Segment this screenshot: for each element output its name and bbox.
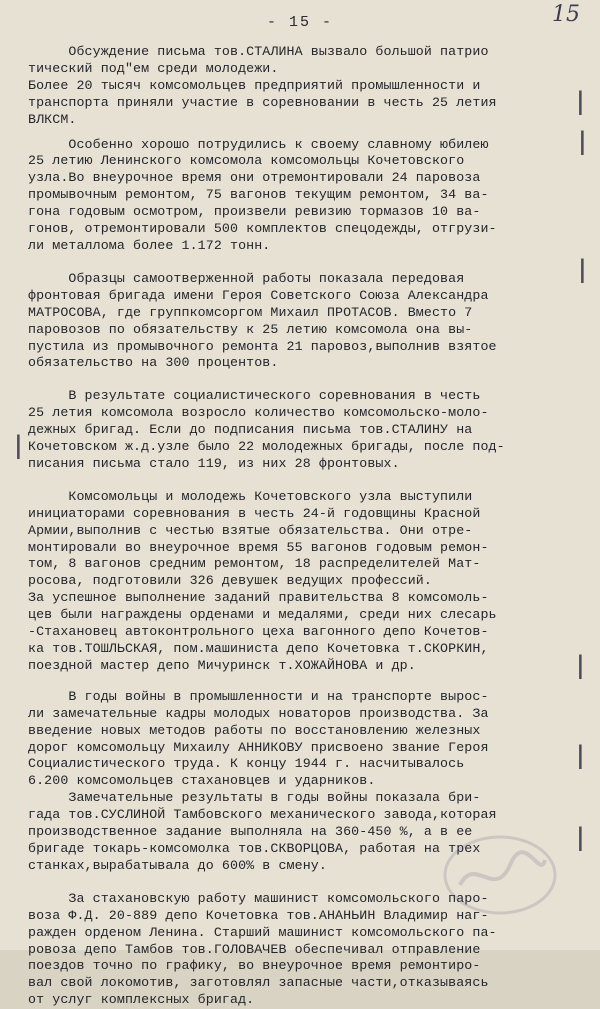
text-line: За стахановскую работу машинист комсомольского паро- xyxy=(28,890,489,906)
text-line: 6.200 комсомольцев стахановцев и ударников. xyxy=(28,773,376,789)
text-line: от услуг комплексных бригад. xyxy=(28,992,255,1008)
text-line: паровозов по обязательству к 25 летию комсомола она вы- xyxy=(28,321,473,337)
text-line: введение новых методов работы по восстановлению железных xyxy=(28,722,481,738)
text-line: Обсуждение письма тов.СТАЛИНА вызвало большой патрио xyxy=(28,44,489,59)
text-line: Комсомольцы и молодежь Кочетовского узла выступили xyxy=(28,488,473,504)
margin-mark: | xyxy=(576,740,585,769)
text-line: производственное задание выполняла на 360-450 %, а в ее xyxy=(28,824,473,840)
text-line: промывочным ремонтом, 75 вагонов текущим ремонтом, 34 ва- xyxy=(28,187,489,203)
text-line: Армии,выполнив с честью взятые обязательства. Они отре- xyxy=(28,522,473,538)
text-line: -Стахановец автоконтрольного цеха вагонного депо Кочетов- xyxy=(28,624,489,640)
text-line: дежных бригад. Если до подписания письма тов.СТАЛИНУ на xyxy=(28,422,473,438)
text-line: пустила из промывочного ремонта 21 паровоз,выполнив взятое xyxy=(28,338,497,354)
margin-mark: | xyxy=(578,254,587,283)
text-line: Замечательные результаты в годы войны показала бри- xyxy=(28,790,481,806)
text-line: За успешное выполнение заданий правительства 8 комсомоль- xyxy=(28,590,489,606)
handwritten-page-number: 15 xyxy=(552,2,580,27)
text-line: ражден орденом Ленина. Старший машинист комсомольского па- xyxy=(28,924,497,940)
text-line: вал свой локомотив, заготовлял запасные части,отказываясь xyxy=(28,975,489,991)
text-line: инициаторами соревнования в честь 24-й годовщины Красной xyxy=(28,505,481,521)
text-line: ВЛКСМ. xyxy=(28,111,77,127)
paragraph-4 xyxy=(28,388,588,473)
text-line: обязательство на 300 процентов. xyxy=(28,355,279,371)
text-line: ли металлома более 1.172 тонн. xyxy=(28,237,271,253)
text-line: Социалистического труда. К концу 1944 г. насчитывалось xyxy=(28,756,465,772)
text-line: ка тов.ТОШЛЬСКАЯ, пом.машиниста депо Кочетовка т.СКОРКИН, xyxy=(28,641,489,656)
text-line: гонов, отремонтировали 500 комплектов спецодежды, отгрузи- xyxy=(28,221,497,237)
text-line: транспорта приняли участие в соревновании в честь 25 летия xyxy=(28,94,497,110)
text-line: поездов точно по графику, во внеурочное время ремонтиро- xyxy=(28,958,481,974)
text-line: тический под"ем среди молодежи. xyxy=(28,60,279,76)
text-line: Кочетовском ж.д.узле было 22 молодежных бригады, после под- xyxy=(28,439,505,455)
paragraph-1 xyxy=(28,44,588,129)
text-line: ровоза депо Тамбов тов.ГОЛОВАЧЕВ обеспечивал отправление xyxy=(28,941,481,957)
text-line: Более 20 тысяч комсомольцев предприятий промышленности и xyxy=(28,77,481,93)
margin-mark: | xyxy=(576,822,585,851)
text-line: МАТРОСОВА, где группкомсоргом Михаил ПРОТАСОВ. Вместо 7 xyxy=(28,304,473,320)
paragraph-5 xyxy=(28,489,588,675)
text-line: воза Ф.Д. 20-889 депо Кочетовка тов.АНАНЬИН Владимир наг- xyxy=(28,907,489,923)
text-line: 25 летию Ленинского комсомола комсомольцы Кочетовского xyxy=(28,153,465,169)
margin-mark: | xyxy=(14,430,23,459)
paragraph-2 xyxy=(28,137,588,255)
text-line: гада тов.СУСЛИНОЙ Тамбовского механического завода,которая xyxy=(28,807,497,823)
margin-mark: | xyxy=(576,650,585,679)
text-line: Особенно хорошо потрудились к своему славному юбилею xyxy=(28,136,489,152)
text-line: писания письма стало 119, из них 28 фронтовых. xyxy=(28,455,400,471)
text-line: росова, подготовили 326 девушек ведущих профессий. xyxy=(28,573,432,589)
text-line: фронтовая бригада имени Героя Советского Союза Александра xyxy=(28,287,489,303)
text-line: том, 8 вагонов средним ремонтом, 18 распределителей Мат- xyxy=(28,556,481,572)
text-line: станках,вырабатывала до 600% в смену. xyxy=(28,857,327,873)
text-line: дорог комсомольцу Михаилу АННИКОВУ присвоено звание Героя xyxy=(28,739,489,755)
page-number: - 15 - xyxy=(266,14,333,31)
text-line: Образцы самоотверженной работы показала передовая xyxy=(28,270,465,286)
margin-mark: | xyxy=(576,86,585,115)
archive-stamp xyxy=(440,830,560,920)
paragraph-3 xyxy=(28,271,588,372)
text-line: В результате социалистического соревнования в честь xyxy=(28,388,481,404)
text-line: поездной мастер депо Мичуринск т.ХОЖАЙНОВА и др. xyxy=(28,657,416,673)
text-line: узла.Во внеурочное время они отремонтировали 24 паровоза xyxy=(28,170,481,186)
text-line: ли замечательные кадры молодых новаторов производства. За xyxy=(28,705,489,721)
text-line: В годы войны в промышленности и на транспорте вырос- xyxy=(28,688,489,704)
text-line: 25 летия комсомола возросло количество комсомольско-моло- xyxy=(28,405,489,421)
text-line: гона годовым осмотром, произвели ревизию тормазов 10 ва- xyxy=(28,204,481,220)
text-line: бригаде токарь-комсомолка тов.СКВОРЦОВА, работая на трех xyxy=(28,840,481,856)
text-line: монтировали во внеурочное время 55 вагонов годовым ремон- xyxy=(28,539,489,555)
margin-mark: | xyxy=(578,126,587,155)
text-line: цев были награждены орденами и медалями, среди них слесарь xyxy=(28,607,497,623)
